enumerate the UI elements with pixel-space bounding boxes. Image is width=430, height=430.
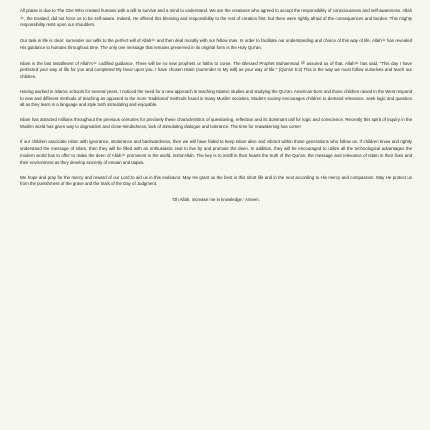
paragraph-text: All praise is due to The One Who created humans with a will to survive and a mind to understand. We are the creatures who agreed to accept the responsibility of consciousness and self-awareness. Allah [20,8,412,13]
paragraph-text: has said, "This day I have perfected your way of life for you and completed My favor upon you. I have chosen Islam (surrender to My will) as your way of life." (Qur'an 5:3) This is the way we must follow ourselves and teach our children. [20,60,413,80]
honorific-symbol: ﷻ [20,15,25,20]
honorific-symbol: ﷻ [381,38,386,43]
honorific-symbol: ﷻ [151,38,156,43]
paragraph-list [20,8,412,188]
paragraph [20,60,412,81]
paragraph-text: assured us of that. Allah [305,60,355,66]
paragraph-text: prominent in the world, insha'Allah. The key is to instill in their hearts the truth of the Qur'an, the message and relevance of Islam in their lives and their environment as they develop sincerity of emaan and taqwa. [20,153,412,165]
closing-dua: 'Oh Allah, increase me in knowledge.' Ameen. [172,196,260,202]
paragraph-text: If our children associate Islam with ignorance, intolerance and backwardness, then we will have failed to keep Islam alive and vibrant within those generations who follow us. If children know and rightly understand the message of Islam, then they will be filled with an enthusiastic zeal to live by and promote the deen. In addition, they will be encouraged to utilize all the technological advantages the modern world has to offer to make the deen of Allah [20,139,412,159]
honorific-symbol: ﷻ [92,60,97,65]
paragraph-text: Our task in life is clear: surrender our wills to the perfect will of Allah [20,38,152,44]
paragraph-text: Islam has attracted millions throughout the previous centuries for precisely these characteristics of questioning, reflection and its dominant call for logic and conscience. Recently this spirit of inquiry in the Muslim world has given way to dogmatism and close-mindedness, lack of stimulating dialogue and tolerance. The time for reawakening has come! [20,117,412,129]
paragraph-text: and then deal morally with our fellow man. In order to facilitate our understanding and choice of this way of life, Allah [155,38,382,44]
paragraph-text: codified guidance. There will be no new prophets or faiths to come. The Blessed Prophet Muhammad [96,60,301,66]
honorific-symbol: ﷻ [121,153,126,158]
paragraph-text: We hope and pray for the mercy and reward of our Lord to aid us in this endeavor. May He grant us the best in this short life and in the next according to His mercy and compassion. May He protect us from the punishment of the grave and the trials of the Day of Judgment. [20,174,412,187]
paragraph-text: Islam is the last installment of Allah's [20,60,93,66]
paragraph [20,37,412,51]
paragraph [20,175,412,188]
paragraph [20,8,412,29]
paragraph-text: has revealed His guidance to humans throughout time. The only one message that remains preserved in its original form is the Holy Qur'an. [20,38,412,50]
honorific-symbol: ﷺ [300,60,306,65]
paragraph [20,139,412,166]
paragraph-text: , the Exalted, did not force us to be self-aware. Indeed, He offered this blessing and responsibility to the rest of creation first, but there were rightly afraid of the consequences and burden. This mighty responsibility rests upon our shoulders. [20,15,412,28]
document-page [20,8,412,426]
paragraph [20,117,412,130]
honorific-symbol: ﷻ [354,60,359,65]
paragraph-text: Having worked in Islamic schools for several years, I noticed the need for a new approach in teaching Islamic studies and studying the Qur'an. American-born and those children raised in the West respond to new and different methods of teaching as opposed to the more 'traditional' methods found in many Muslim societies. Modern society encourages children to demand relevance, seek logic and question all as they learn in a language and style both stimulating and enjoyable. [20,89,412,108]
paragraph [20,89,412,109]
